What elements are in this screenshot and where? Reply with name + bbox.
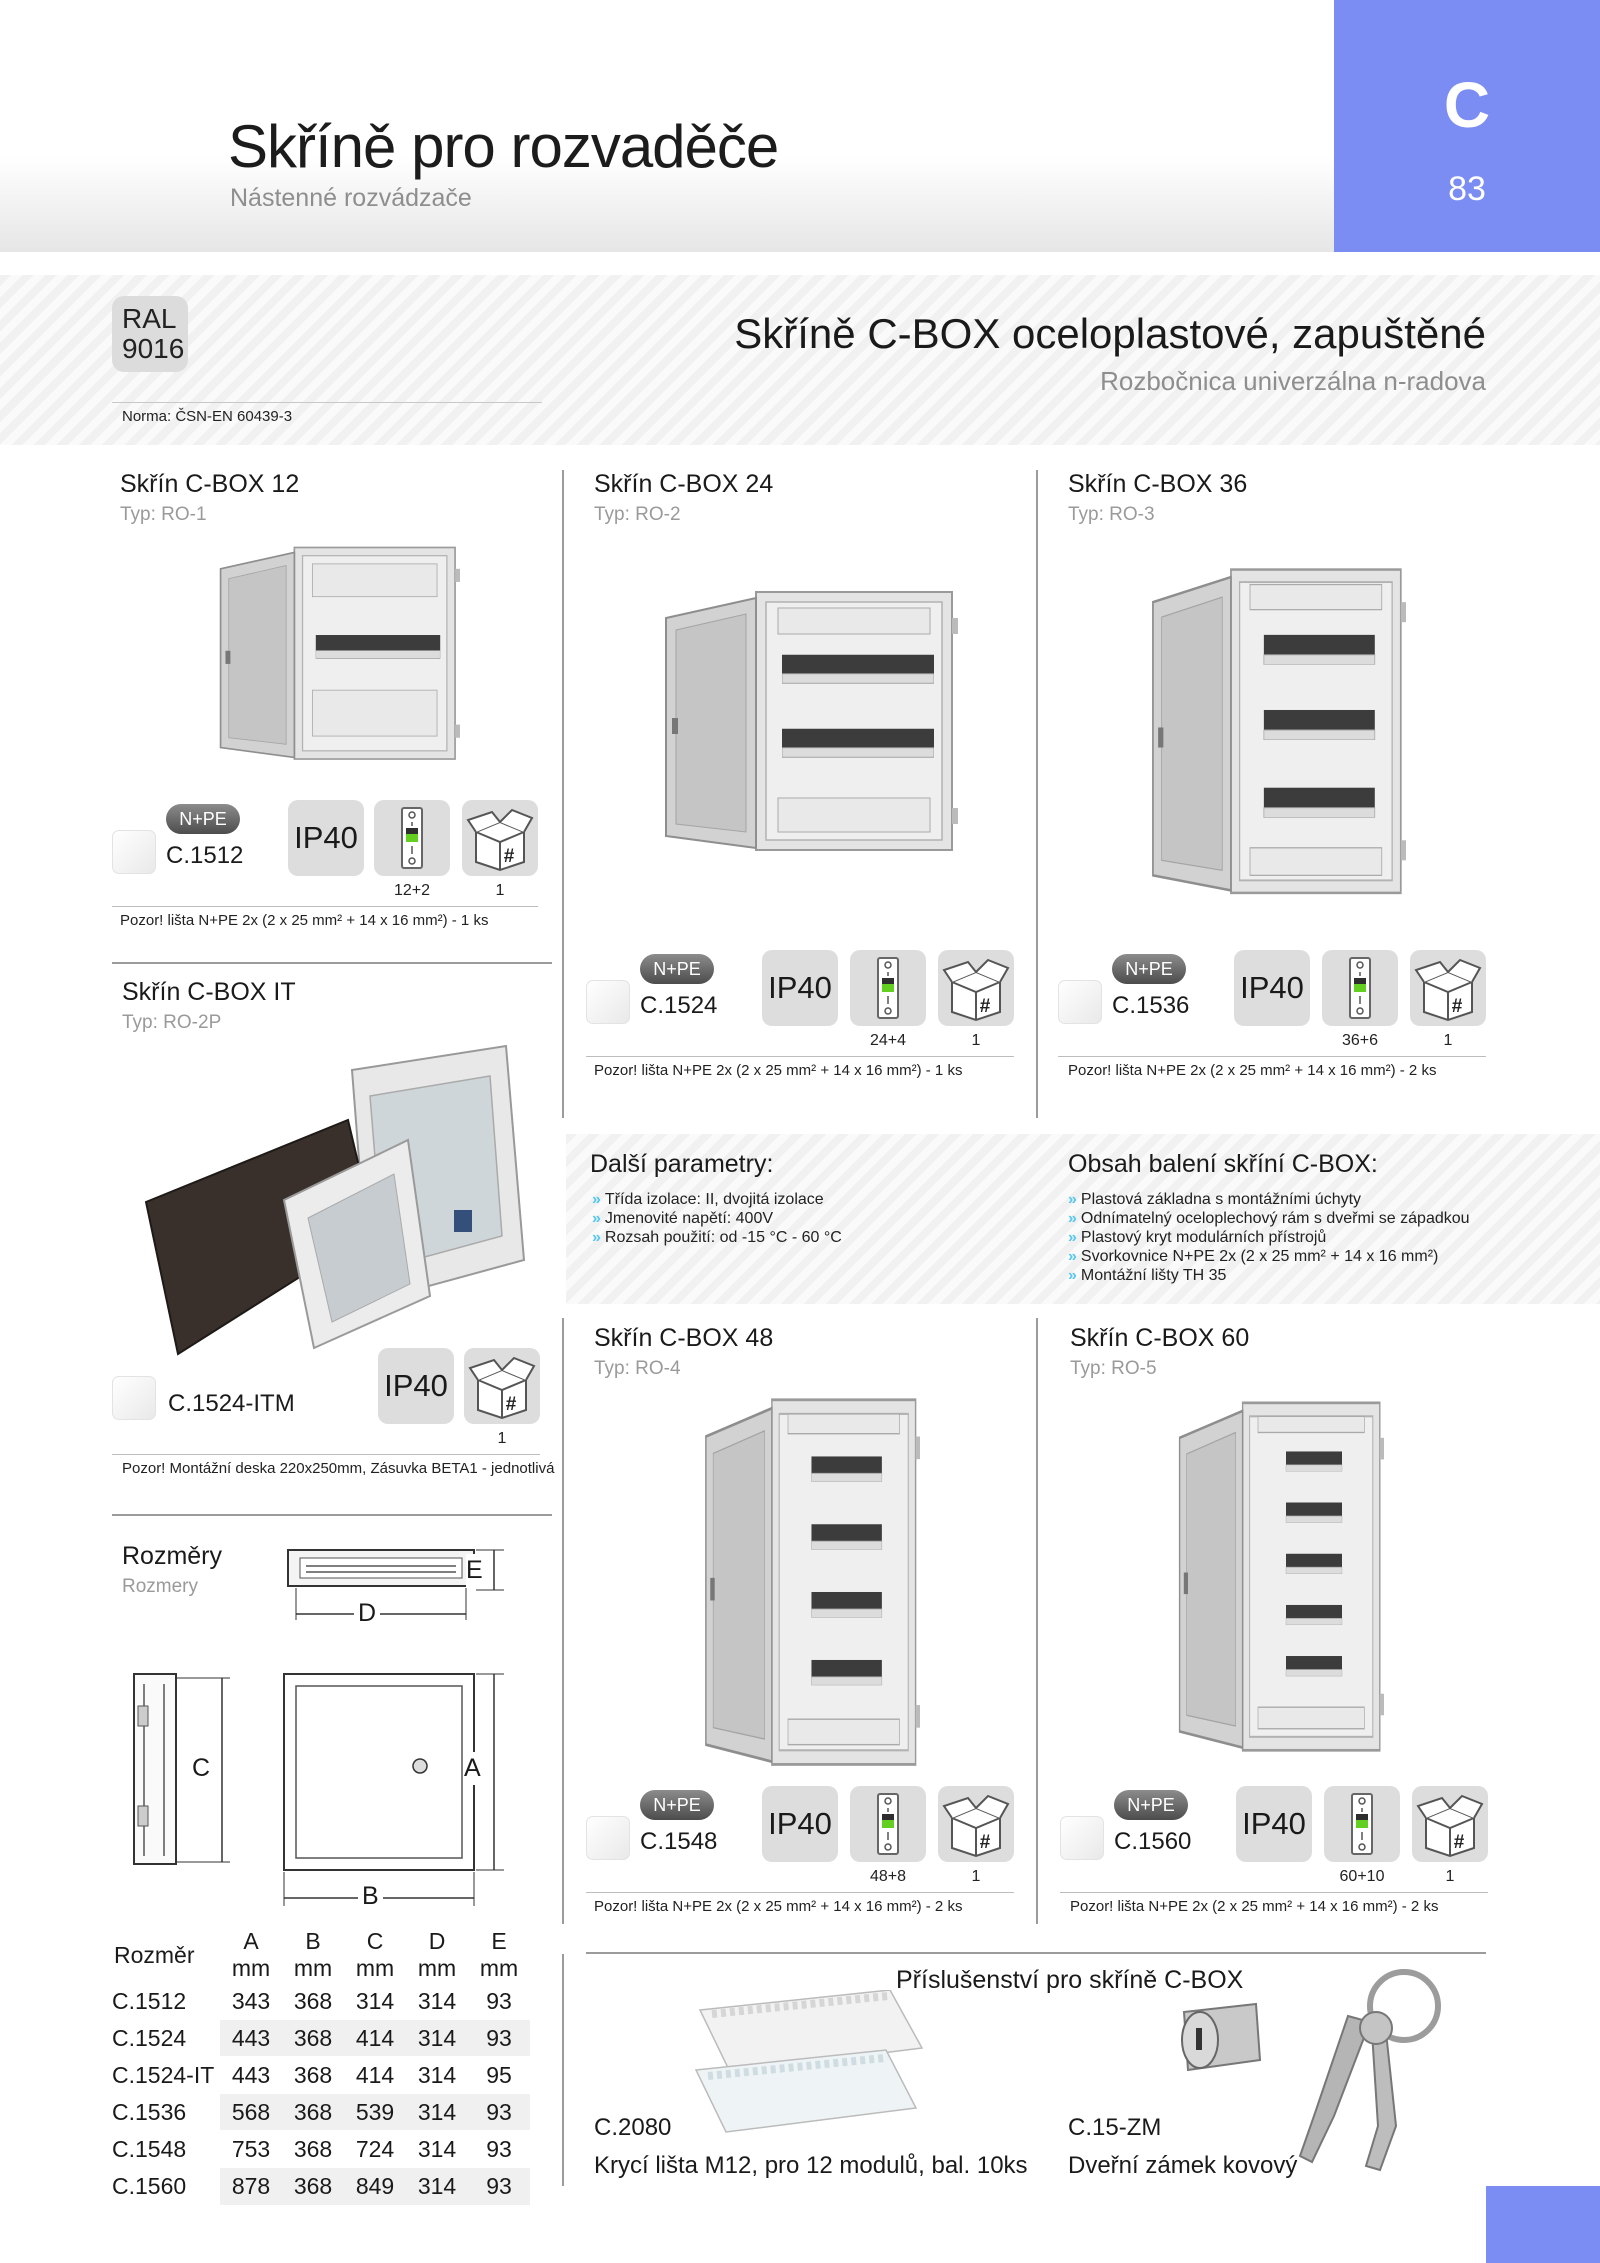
product-type: Typ: RO-2 (594, 504, 681, 525)
divider (112, 402, 542, 403)
package-icon (1410, 950, 1486, 1026)
product-name: Skřín C-BOX 48 (594, 1324, 774, 1352)
product-name: Skřín C-BOX 24 (594, 470, 774, 498)
dim-label-d: D (354, 1599, 380, 1628)
pack-tile (1412, 1786, 1488, 1862)
dim-label-a: A (464, 1752, 481, 1785)
page-number: 83 (1448, 170, 1486, 208)
contents-title: Obsah balení skříní C-BOX: (1068, 1150, 1378, 1178)
column-header: A mm (231, 1928, 271, 1981)
product-checkbox[interactable] (1058, 980, 1102, 1024)
list-item: » Odnímatelný oceloplechový rám s dveřmi se západkou (1068, 1210, 1470, 1227)
module-count: 48+8 (869, 1868, 907, 1885)
ip-rating-tile: IP40 (762, 950, 838, 1026)
product-name: Skřín C-BOX 12 (120, 470, 300, 498)
dim-label-e: E (466, 1554, 483, 1587)
table-row: C.1548 753 368 724 314 93 (112, 2131, 530, 2168)
module-count: 24+4 (869, 1032, 907, 1049)
column-divider (1036, 470, 1038, 1118)
module-tile (850, 950, 926, 1026)
ral-badge (112, 296, 188, 372)
cabinet-image (1174, 1384, 1384, 1788)
section-divider (112, 962, 552, 964)
pack-count: 1 (971, 1868, 981, 1885)
ip-rating-tile: IP40 (288, 800, 364, 876)
list-item: » Plastový kryt modulárních přístrojů (1068, 1229, 1327, 1246)
table-row: C.1524 443 368 414 314 93 (112, 2020, 530, 2057)
product-code: C.1524-ITM (168, 1390, 295, 1417)
ip-rating-tile: IP40 (762, 1786, 838, 1862)
table-row: C.1560 878 368 849 314 93 (112, 2168, 530, 2205)
list-item: » Třída izolace: II, dvojitá izolace (592, 1191, 824, 1208)
cabinet-image (196, 536, 478, 782)
column-header: E mm (479, 1928, 519, 1981)
norm-text: Norma: ČSN-EN 60439-3 (122, 408, 293, 425)
pack-count: 1 (495, 882, 505, 899)
column-header: C mm (355, 1928, 395, 1981)
list-item: » Jmenovité napětí: 400V (592, 1210, 774, 1227)
divider (112, 906, 538, 907)
door-lock-image (1164, 1966, 1464, 2178)
divider (586, 1892, 1014, 1893)
product-note: Pozor! lišta N+PE 2x (2 x 25 mm² + 14 x 16 mm²) - 1 ks (594, 1062, 963, 1079)
product-note: Pozor! lišta N+PE 2x (2 x 25 mm² + 14 x 16 mm²) - 2 ks (1068, 1062, 1437, 1079)
pack-count: 1 (497, 1430, 507, 1447)
npe-badge: N+PE (1112, 954, 1186, 984)
package-icon (462, 800, 538, 876)
divider (1058, 1056, 1486, 1057)
module-icon (1324, 1786, 1400, 1862)
pack-tile (1410, 950, 1486, 1026)
dimensions-subtitle: Rozmery (122, 1576, 199, 1597)
product-code: C.1560 (1114, 1828, 1192, 1855)
section-letter: C (1443, 69, 1491, 141)
ip-rating-tile: IP40 (378, 1348, 454, 1424)
product-type: Typ: RO-5 (1070, 1358, 1157, 1379)
table-row: C.1536 568 368 539 314 93 (112, 2094, 530, 2131)
params-title: Další parametry: (590, 1150, 774, 1178)
npe-badge: N+PE (640, 954, 714, 984)
dimensions-title: Rozměry (122, 1542, 223, 1570)
package-icon (464, 1348, 540, 1424)
page-subtitle: Nástenné rozvádzače (230, 184, 472, 212)
module-tile (1322, 950, 1398, 1026)
ip-rating-tile: IP40 (1236, 1786, 1312, 1862)
product-note: Pozor! Montážní deska 220x250mm, Zásuvka BETA1 - jednotlivá (122, 1460, 555, 1477)
product-note: Pozor! lišta N+PE 2x (2 x 25 mm² + 14 x 16 mm²) - 2 ks (1070, 1898, 1439, 1915)
ral-label: RAL (122, 303, 177, 334)
pack-count: 1 (971, 1032, 981, 1049)
cover-strip-image (690, 1990, 930, 2140)
package-icon (938, 950, 1014, 1026)
product-type: Typ: RO-3 (1068, 504, 1155, 525)
module-icon (850, 950, 926, 1026)
main-subtitle: Rozbočnica univerzálna n-radova (1100, 366, 1486, 396)
pack-count: 1 (1445, 1868, 1455, 1885)
column-header: Rozměr (114, 1941, 195, 1968)
dimensions-table (112, 1928, 530, 2205)
module-icon (850, 1786, 926, 1862)
module-tile (850, 1786, 926, 1862)
column-divider (1036, 1318, 1038, 1924)
module-tile (1324, 1786, 1400, 1862)
ip-rating-tile: IP40 (1234, 950, 1310, 1026)
module-tile (374, 800, 450, 876)
accessory-description: Dveřní zámek kovový (1068, 2152, 1298, 2179)
page-title: Skříně pro rozvaděče (228, 113, 779, 180)
product-code: C.1524 (640, 992, 718, 1019)
list-item: » Svorkovnice N+PE 2x (2 x 25 mm² + 14 x 16 mm²) (1068, 1248, 1439, 1265)
divider (112, 1454, 540, 1455)
cabinet-it-image (138, 1040, 530, 1360)
cabinet-image (700, 1380, 920, 1804)
ral-code: 9016 (122, 333, 185, 364)
corner-tab (1486, 2186, 1600, 2263)
dimension-drawing (120, 1536, 550, 1916)
column-divider (562, 470, 564, 1118)
pack-tile (938, 1786, 1014, 1862)
product-checkbox[interactable] (586, 1816, 630, 1860)
product-checkbox[interactable] (112, 1376, 156, 1420)
pack-count: 1 (1443, 1032, 1453, 1049)
product-checkbox[interactable] (586, 980, 630, 1024)
product-checkbox[interactable] (112, 830, 156, 874)
product-type: Typ: RO-1 (120, 504, 207, 525)
column-divider (562, 1954, 564, 2186)
list-item: » Rozsah použití: od -15 °C - 60 °C (592, 1229, 842, 1246)
pack-tile (464, 1348, 540, 1424)
main-title: Skříně C-BOX oceloplastové, zapuštěné (734, 310, 1486, 357)
product-note: Pozor! lišta N+PE 2x (2 x 25 mm² + 14 x 16 mm²) - 1 ks (120, 912, 489, 929)
product-note: Pozor! lišta N+PE 2x (2 x 25 mm² + 14 x 16 mm²) - 2 ks (594, 1898, 963, 1915)
accessory-code: C.2080 (594, 2114, 672, 2141)
module-count: 12+2 (393, 882, 431, 899)
product-type: Typ: RO-2P (122, 1012, 222, 1033)
product-name: Skřín C-BOX 36 (1068, 470, 1248, 498)
accessory-description: Krycí lišta M12, pro 12 modulů, bal. 10ks (594, 2152, 1028, 2179)
accessories-title: Příslušenství pro skříně C-BOX (896, 1966, 1244, 1994)
product-code: C.1548 (640, 1828, 718, 1855)
accessory-code: C.15-ZM (1068, 2114, 1162, 2141)
package-icon (938, 1786, 1014, 1862)
product-type: Typ: RO-4 (594, 1358, 681, 1379)
package-icon (1412, 1786, 1488, 1862)
module-count: 60+10 (1339, 1868, 1385, 1885)
contents-list (1068, 1190, 1470, 1285)
pack-tile (938, 950, 1014, 1026)
product-name: Skřín C-BOX 60 (1070, 1324, 1250, 1352)
section-tab[interactable] (1334, 0, 1600, 252)
module-count: 36+6 (1341, 1032, 1379, 1049)
section-divider (112, 1514, 552, 1516)
list-item: » Montážní lišty TH 35 (1068, 1267, 1227, 1284)
product-name: Skřín C-BOX IT (122, 978, 296, 1006)
npe-badge: N+PE (166, 804, 240, 834)
npe-badge: N+PE (1114, 1790, 1188, 1820)
table-header (112, 1928, 530, 1983)
column-header: B mm (293, 1928, 333, 1981)
cabinet-image (656, 578, 960, 878)
product-code: C.1536 (1112, 992, 1190, 1019)
module-icon (374, 800, 450, 876)
column-divider (562, 1318, 564, 1924)
divider (1060, 1892, 1488, 1893)
pack-tile (462, 800, 538, 876)
npe-badge: N+PE (640, 1790, 714, 1820)
list-item: » Plastová základna s montážními úchyty (1068, 1191, 1362, 1208)
product-code: C.1512 (166, 842, 244, 869)
column-header: D mm (417, 1928, 457, 1981)
module-icon (1322, 950, 1398, 1026)
params-list (592, 1190, 842, 1247)
cabinet-image (1146, 552, 1406, 928)
section-divider (586, 1952, 1486, 1954)
dim-label-b: B (358, 1882, 383, 1911)
table-row: C.1512 343 368 314 314 93 (112, 1983, 530, 2020)
divider (586, 1056, 1014, 1057)
product-checkbox[interactable] (1060, 1816, 1104, 1860)
dim-label-c: C (192, 1752, 210, 1785)
table-row: C.1524-IT 443 368 414 314 95 (112, 2057, 530, 2094)
